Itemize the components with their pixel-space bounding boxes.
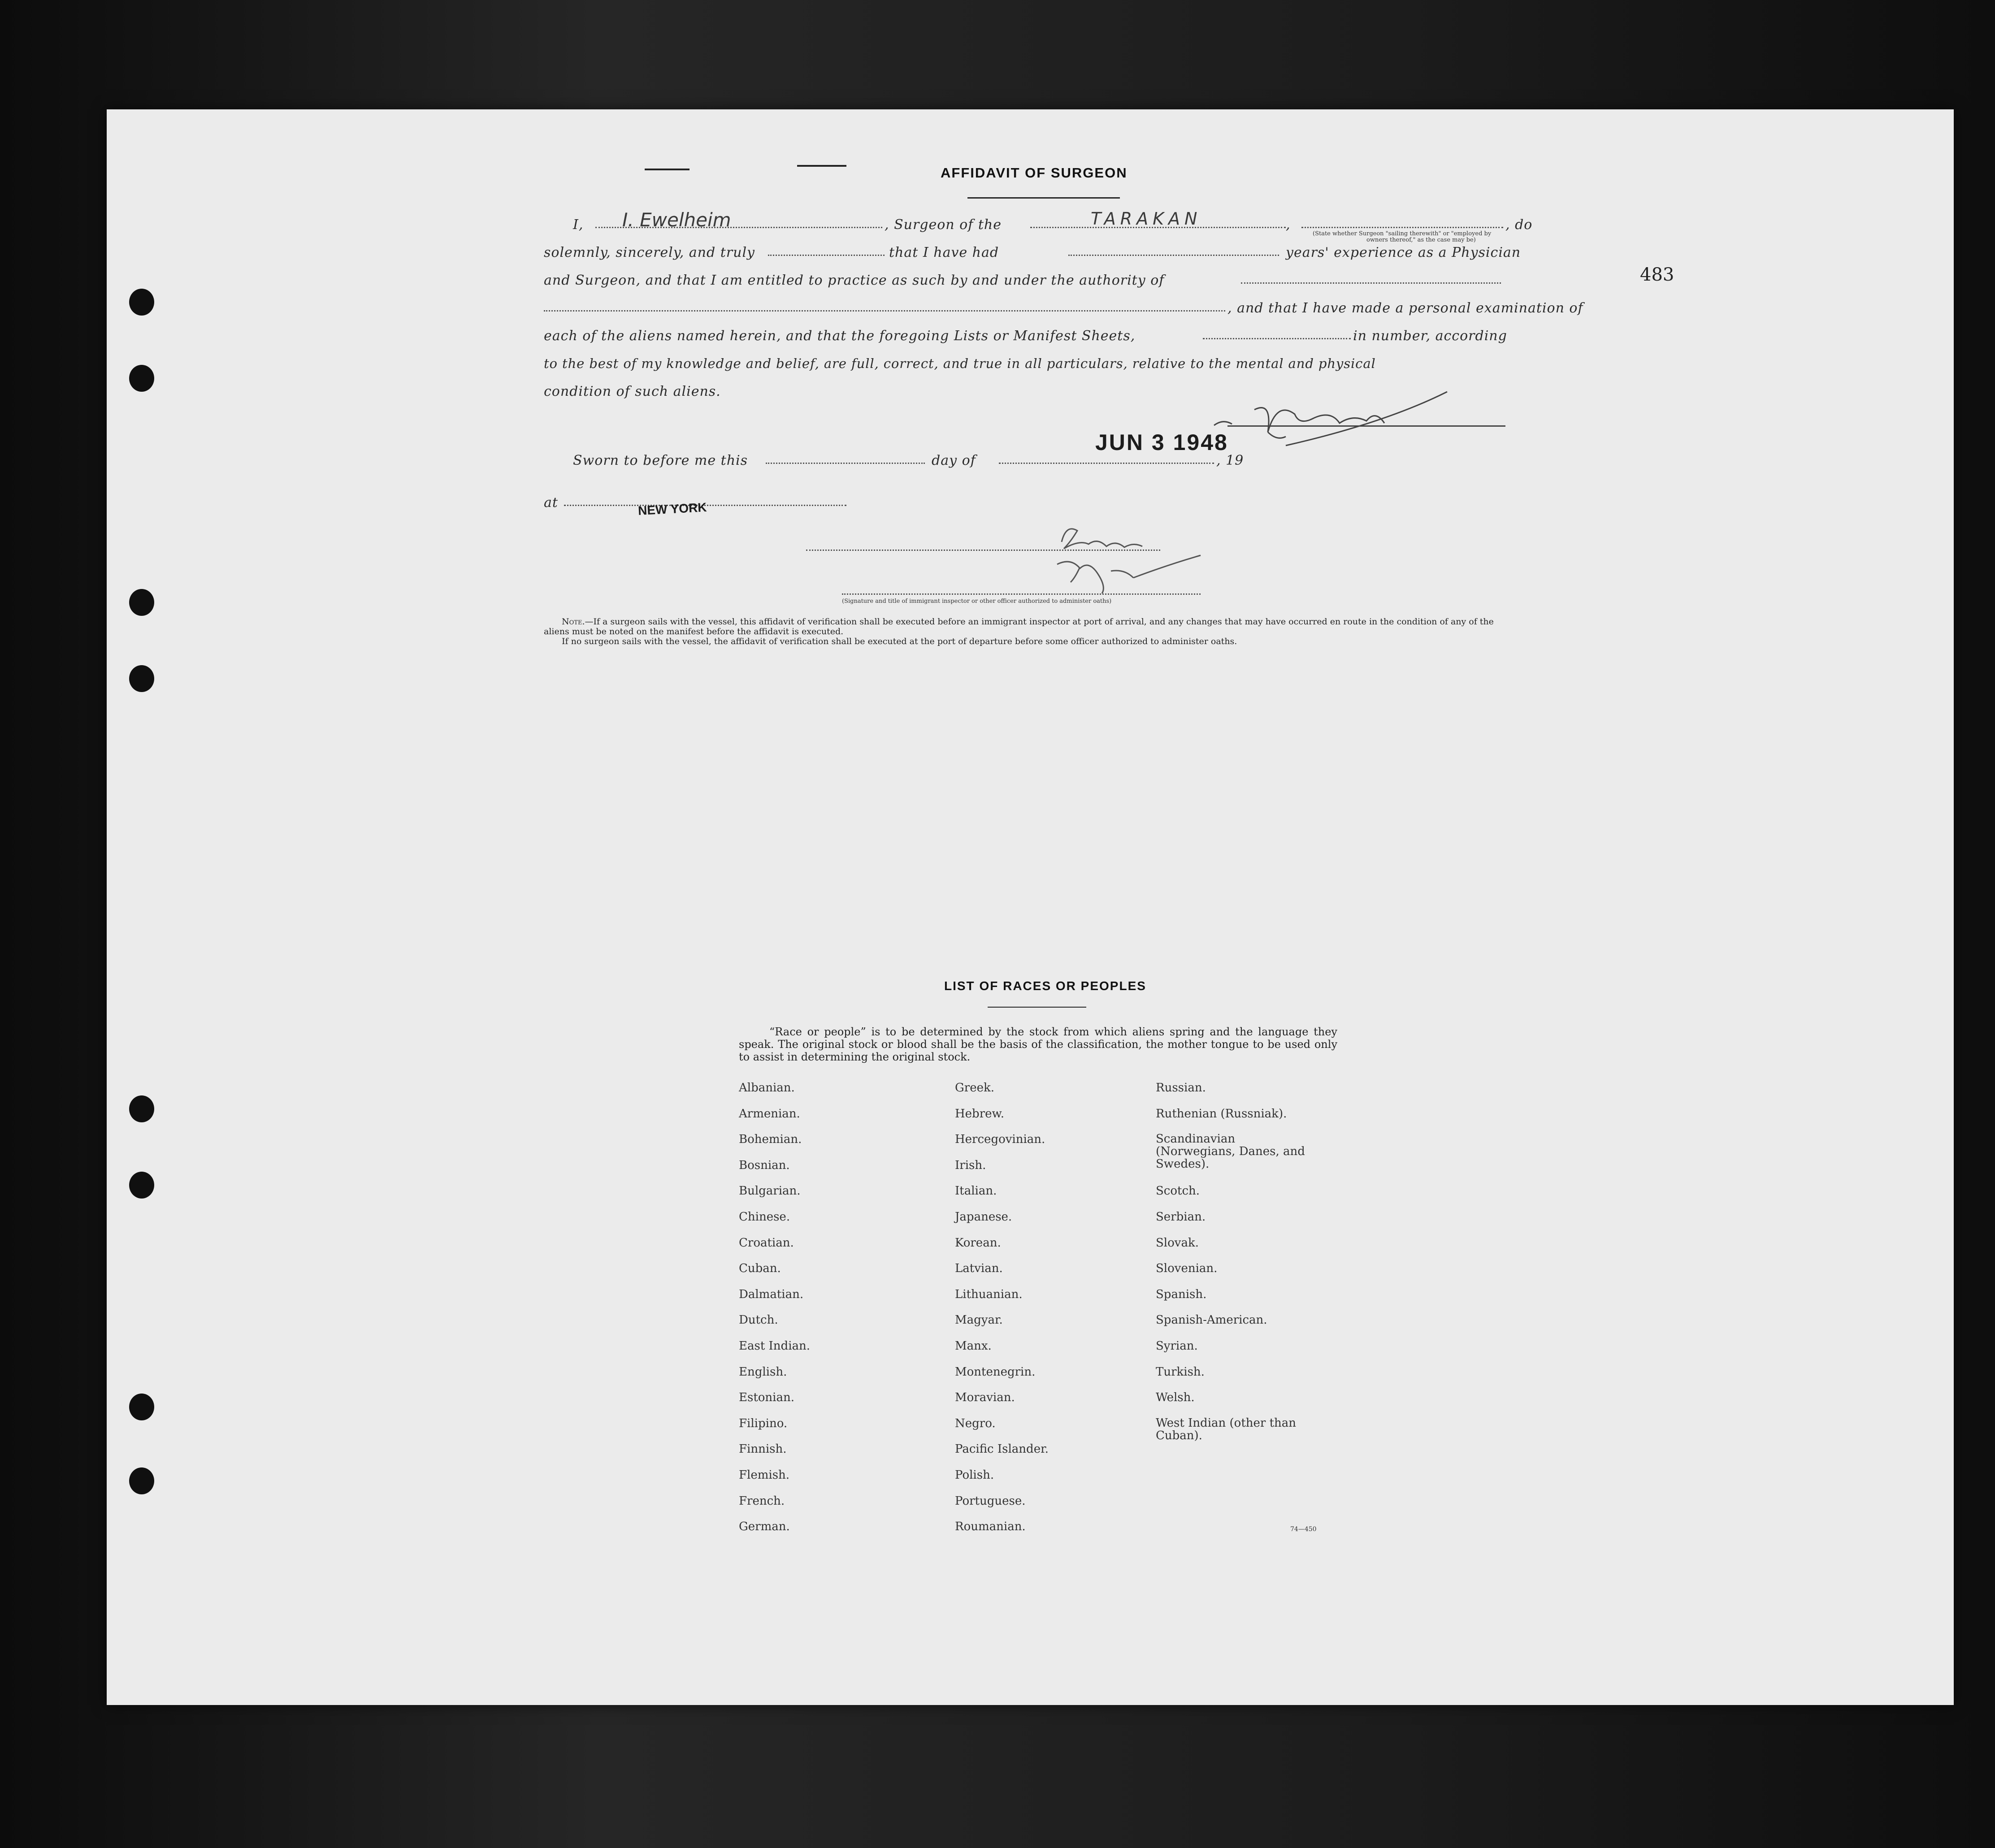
race-item: English. bbox=[739, 1365, 787, 1379]
race-item: German. bbox=[739, 1520, 790, 1534]
comma: , bbox=[1286, 217, 1291, 233]
race-item: Hercegovinian. bbox=[955, 1133, 1045, 1147]
race-item: Slovak. bbox=[1156, 1236, 1199, 1250]
race-item: Slovenian. bbox=[1156, 1262, 1218, 1276]
race-item: Welsh. bbox=[1156, 1391, 1195, 1405]
year-prefix: , 19 bbox=[1216, 453, 1244, 468]
affidavit-title: AFFIDAVIT OF SURGEON bbox=[941, 165, 1128, 181]
day-of-label: day of bbox=[932, 453, 976, 468]
race-item: Magyar. bbox=[955, 1313, 1003, 1327]
binder-hole bbox=[129, 665, 154, 692]
surgeon-signature bbox=[1205, 383, 1483, 450]
affidavit-line6: to the best of my knowledge and belief, are full, correct, and true in all particulars, relative to the mental and physical bbox=[544, 356, 1376, 371]
race-item: Dutch. bbox=[739, 1313, 778, 1327]
race-item: Croatian. bbox=[739, 1236, 794, 1250]
race-item: Spanish-American. bbox=[1156, 1313, 1267, 1327]
race-item: Polish. bbox=[955, 1468, 994, 1482]
race-item: Lithuanian. bbox=[955, 1287, 1023, 1301]
race-item: French. bbox=[739, 1494, 785, 1508]
pen-mark bbox=[797, 165, 846, 167]
race-item: Italian. bbox=[955, 1184, 997, 1198]
document-page bbox=[107, 109, 1954, 1705]
affidavit-line5-a: each of the aliens named herein, and that the foregoing Lists or Manifest Sheets, bbox=[544, 328, 1136, 344]
race-item: Finnish. bbox=[739, 1442, 787, 1456]
affidavit-line7: condition of such aliens. bbox=[544, 384, 721, 399]
race-item: Russian. bbox=[1156, 1081, 1206, 1095]
binder-hole bbox=[129, 589, 154, 616]
sheet-count-field bbox=[1203, 338, 1351, 339]
title-underline bbox=[967, 197, 1120, 199]
race-item: Ruthenian (Russniak). bbox=[1156, 1107, 1287, 1121]
race-item: West Indian (other than Cuban). bbox=[1156, 1416, 1297, 1442]
race-item: Chinese. bbox=[739, 1210, 790, 1224]
race-item: Bulgarian. bbox=[739, 1184, 801, 1198]
surgeon-status-note-b: owners thereof," as the case may be) bbox=[1366, 237, 1476, 243]
affidavit-line3: and Surgeon, and that I am entitled to practice as such by and under the authority of bbox=[544, 273, 1165, 288]
officer-signature bbox=[1053, 515, 1214, 600]
race-item: Montenegrin. bbox=[955, 1365, 1036, 1379]
sworn-label: Sworn to before me this bbox=[573, 453, 748, 468]
race-item: Syrian. bbox=[1156, 1339, 1198, 1353]
race-item: Manx. bbox=[955, 1339, 992, 1353]
years-experience-field bbox=[1068, 255, 1279, 256]
race-item: Irish. bbox=[955, 1158, 986, 1172]
place-stamp: NEW YORK bbox=[638, 500, 707, 518]
affidavit-line1-prefix: I, bbox=[573, 217, 584, 233]
note-label: Note. bbox=[562, 617, 585, 627]
binder-hole bbox=[129, 1467, 154, 1494]
races-intro: “Race or people” is to be determined by the stock from which aliens spring and the language they speak. The original stock or blood shall be the basis of the classification, the mother tongue to be used only to assist in determining the original stock. bbox=[739, 1026, 1337, 1063]
surgeon-name-handwritten: I. Ewelheim bbox=[622, 209, 731, 231]
race-item: Roumanian. bbox=[955, 1520, 1026, 1534]
race-item: Korean. bbox=[955, 1236, 1001, 1250]
binder-hole bbox=[129, 289, 154, 316]
race-item: Filipino. bbox=[739, 1416, 788, 1430]
race-item: Latvian. bbox=[955, 1262, 1003, 1276]
vessel-name-handwritten: TARAKAN bbox=[1091, 209, 1202, 229]
affidavit-line2-b: that I have had bbox=[889, 245, 999, 260]
race-item: Hebrew. bbox=[955, 1107, 1004, 1121]
race-item: Greek. bbox=[955, 1081, 994, 1095]
race-item: Moravian. bbox=[955, 1391, 1015, 1405]
date-stamp: JUN 3 1948 bbox=[1095, 430, 1228, 455]
surgeon-status-field bbox=[1301, 227, 1503, 228]
race-item: Albanian. bbox=[739, 1081, 795, 1095]
affidavit-line1-suffix: , do bbox=[1505, 217, 1533, 233]
race-item: Negro. bbox=[955, 1416, 996, 1430]
race-item: Japanese. bbox=[955, 1210, 1012, 1224]
race-item: Bohemian. bbox=[739, 1133, 802, 1147]
race-item: East Indian. bbox=[739, 1339, 811, 1353]
affidavit-line1-middle: , Surgeon of the bbox=[885, 217, 1002, 233]
authority-field bbox=[1241, 282, 1501, 284]
race-item: Estonian. bbox=[739, 1391, 794, 1405]
race-item: Armenian. bbox=[739, 1107, 800, 1121]
race-item: Portuguese. bbox=[955, 1494, 1026, 1508]
affidavit-note bbox=[544, 617, 1503, 636]
blank-field bbox=[768, 255, 885, 256]
race-item: Pacific Islander. bbox=[955, 1442, 1049, 1456]
race-item: Scandinavian (Norwegians, Danes, and Swedes). bbox=[1156, 1132, 1305, 1171]
pen-mark bbox=[645, 169, 690, 170]
race-item: Spanish. bbox=[1156, 1287, 1207, 1301]
race-item: Flemish. bbox=[739, 1468, 790, 1482]
race-item: Serbian. bbox=[1156, 1210, 1206, 1224]
binder-hole bbox=[129, 365, 154, 392]
binder-hole bbox=[129, 1172, 154, 1199]
surgeon-status-note-a: (State whether Surgeon "sailing therewith" or "employed by bbox=[1313, 230, 1492, 237]
race-item: Cuban. bbox=[739, 1262, 781, 1276]
affidavit-line2-c: years' experience as a Physician bbox=[1286, 245, 1521, 260]
binder-hole bbox=[129, 1394, 154, 1420]
race-item: Bosnian. bbox=[739, 1158, 790, 1172]
authority-field-continued bbox=[544, 310, 1225, 312]
sworn-month-field bbox=[999, 463, 1214, 464]
races-title-underline bbox=[988, 1007, 1086, 1008]
form-number: 74—450 bbox=[1290, 1526, 1317, 1533]
sworn-day-field bbox=[766, 463, 925, 464]
note-paragraph-1: —If a surgeon sails with the vessel, this affidavit of verification shall be executed before an immigrant inspector at port of arrival, and any changes that may have occurred en route in the condition of any of the aliens must be noted on the manifest before the affidavit is executed. bbox=[544, 617, 1494, 636]
race-item: Dalmatian. bbox=[739, 1287, 804, 1301]
race-item: Turkish. bbox=[1156, 1365, 1205, 1379]
signature-caption: (Signature and title of immigrant inspector or other officer authorized to administer oaths) bbox=[842, 598, 1112, 605]
note-paragraph-2: If no surgeon sails with the vessel, the affidavit of verification shall be executed at the port of departure before some officer authorized to administer oaths. bbox=[562, 636, 1237, 646]
affidavit-line2-a: solemnly, sincerely, and truly bbox=[544, 245, 755, 260]
affidavit-line4: , and that I have made a personal examination of bbox=[1227, 300, 1583, 316]
race-item: Scotch. bbox=[1156, 1184, 1200, 1198]
binder-hole bbox=[129, 1095, 154, 1122]
races-title: LIST OF RACES OR PEOPLES bbox=[944, 979, 1146, 993]
affidavit-line5-b: in number, according bbox=[1353, 328, 1507, 344]
at-label: at bbox=[544, 495, 558, 511]
page-number: 483 bbox=[1640, 264, 1674, 285]
